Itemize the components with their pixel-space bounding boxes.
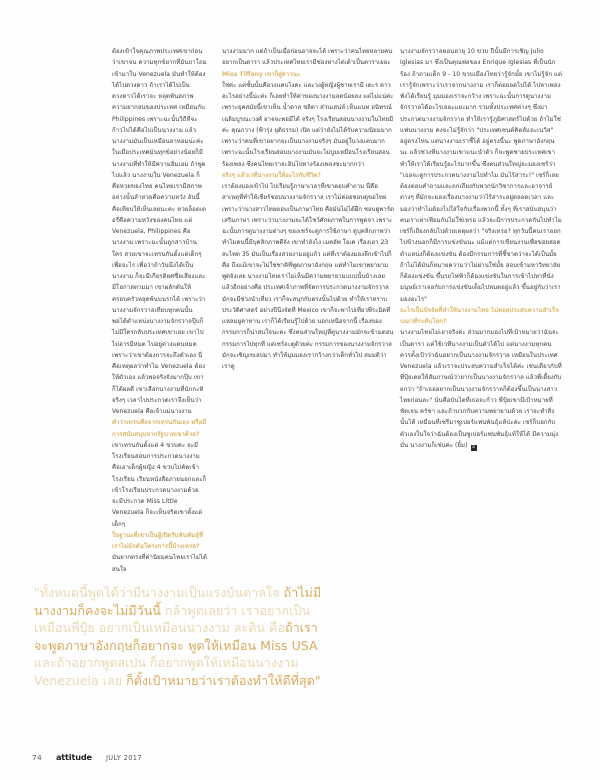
page-footer xyxy=(32,752,142,762)
page-number: 74 xyxy=(32,753,42,762)
pullquote-line-2-highlight: ถ้าไม่มีนางงามก็คงจะไม่มีวันนี้ xyxy=(34,585,322,618)
text-column-3 xyxy=(400,46,562,451)
column1-paragraph-2: เขาเทรนกันตั้งแต่ 4 ขวบค่ะ จะมีโรงเรียนสอนการประกวดนางงาม คือเอาเด็กผู้หญิง 4 ขวบไปคัดเข้าโรงเรียน เรียนหนังสือภายนอกและก็เข้าโรงเรียนประกวดนางงามด้วย จะมีประกวด Miss Little Venezuela ก็จะเห็นจริตเขาตั้งแต่เด็กๆ xyxy=(112,441,207,528)
column3-paragraph-2 xyxy=(400,327,562,451)
pullquote-line-3: เราอยากเป็นเหมือนพี่ปุ้ย อยากเป็นเหมือนนางงาม xyxy=(34,602,311,636)
column2-question-heading-1: Miss Tiffany เขาก็สู่ดาวนะ xyxy=(222,70,300,78)
column3-paragraph-2-text: นางงามไทยไม่เอาจริงค่ะ ส่วนมากมองไปที่เป้าหมายว่าฉันจะเป็นดารา แค่ใช้เวทีนางงามเป็นตัวได้ไป แต่นางงามทุกคนควรตั้งเป้าว่าฉันอยากเป็นนางงามจักรวาล เหมือนในประเทศ Venezuela แล้วเราจะประสบความสำเร็จได้ค่ะ เช่นเดียวกับที่พี่ปุ้ยเคยให้สัมภาษณ์ว่ายากเป็นนางงามจักรวาล แล้วพี่เตี้ยงกับยกว่า "ถ้าเธออยากเป็นนางงามจักรวาลก็ต้องขึ้นเป็นนางสาวไทยก่อนละ" นั่นคือบันไดที่เธอจะก้าว พี่ปุ้ยเขามีเป้าหมายที่ชัดเจน ครัชา และถ้าบวกกับความพยายามด้วย เราจะทำสิ่งนั้นได้ เหมือนที่เชรีมาซูเปอร์แฟนพันธุ์แท้ปะค่ะ เชร์ก็บอกกับตัวเองในใจว่าฉันต้องเป็นซูเปอร์แฟนพันธุ์แท้ให้ได้ มีความมุ่งมั่น นางงามก็เช่นค่ะ (ยิ้ม) xyxy=(400,329,562,449)
pullquote-line-2-rest: กล้าพูดเลยว่า xyxy=(160,602,238,618)
issue-date: JULY 2017 xyxy=(105,754,142,762)
column2-question-heading-2: จริงๆ แล้วเวทีนางงามให้อะไรกับชีวิต? xyxy=(222,171,321,179)
pullquote-line-5-rest: และถ้าอยากพูดสเปน xyxy=(34,655,147,671)
pullquote-line-4-pre: ละติน คือ xyxy=(233,620,286,636)
column1-question-heading-1: คำว่าเทรนคือจากเทรนกันเอง หรือมีการสนับสนุนจากรัฐบาลเขาด้วย? xyxy=(112,419,207,438)
column1-paragraph-1: ต้องเข้าใจคุณภาพประเทศเขาก่อนว่าเขาจน ความทุกข์ยากที่มันถาโถมเข้ามาใน Venezuela มันทำให้ต้องได้ไปดวงดาว ถ้าเราได้ไปเป็นดวงดาวได้เราจะ หลุดพ้นสภาพความยากจนของประเทศ เหมือนกับ Philippines เพราะฉะนั้นวิธีที่จะก้าวไปได้คือไปเป็นนางงาม แล้วนางงามมันเป็นเหมือนยาหอมน่ะค่ะ ในเมื่อประเทศมันทุกข์อย่างน้อยก็มีนางงามที่ทำให้มีความอิ่มเอม ถ้าพูดไปแล้ว นางงามใน Venezuela ก็คือหวยของไทย คนไทยเรามีสภาพอย่างนั้นลำหวยคือความหวัง อันนี้คือเทียบให้เห็นเลยนะคะ หวยล็อตเตอรี่คือความหวังของคนไทย แต่ Venezuela, Philippines คือนางงาม เพราะฉะนั้นลูกสาวบ้านใคร สวยเขาจะเทรนกันตั้งแต่เด็กๆ เพื่อจะไร เพื่อว่าถ้าวันนึงได้เป็นนางงาม ก็จะมีเกียรติยศชื่อเสียงและมีโอกาสตามมา เขาผลักดันให้ครอบครัวหลุดพ้นบนรกได้ เพราะว่านางงามจักรวาลเทียบทุกคนนั้น พอได้ตำแหน่งนางงามจักรวาลปุ๊บก็ไม่มีใครกลับประเทศเขาเลย เขาไปไม่อารมีหมด ไปอยู่ต่างแดนหมด เพราะว่าเขาต้องการจะถึงตัวเอง นี่คือเหตุผลว่าทำไม Venezuela ต้องให้ตัวเอง แล้วพอจริงจังมากปุ๊บ เขาก็ได้ผลดี เขาเลือกนางงามที่นักกะทิจริงๆ เวลาไปประกวดเราจึงเห็นว่า Venezuela คือเจ้าแม่นางงาม xyxy=(112,48,207,415)
column3-paragraph-1: นางงามจักรวาลตอนอายุ 10 ขวบ ปีนั้นมีการเชิญ Julio Iglesias มา ซึ่งเป็นคุณพ่อของ Enrique Iglesias ที่เป็นนักร้อง ถ้าถามเด็ก 9 - 10 ขวบเมืองไทยว่ารู้จักมั้ย เขาไม่รู้จัก แต่เรารู้จักเพราะว่าเราจากนางงาม เราก็ต่อยอดไปได้ ไปหาเพลงฟังได้เรียนรู้ มุมมองเราจะกว้าง เพราะฉะนั้นการดูนางงามจักรวาลได้อะไรเยอะแยะมาก รวมทั้งประเทศต่างๆ ซึ่งมาประกวดนางงามจักรวาล ทำให้เรารู้ภูมิศาสตร์ไปด้วย ถ้าไม่ใช่แฟนนางงาม คงจะไม่รู้จักว่า "ประเทศเซนต์คิตส์และเนวิส" อยู่ตรงไหน แต่นางงามเราชี้ได้ อยู่ตรงนี้นะ พูดภาษาอังกฤษนะ แล้วช่วงที่นางงามเขาแนะนำตัว ก็จะพูดชายประเทศเขาทำให้เราได้เรียนรู้อะไรมากขึ้น ซึ่งคนส่วนใหญ่จะมองเชร์ว่า "เธอจะดูการประกวดนางงามไปทำไม มันไร้สาระ!" เชร์ก็เลยต้องตอบคำถามและถกเถียงกับพวกนักวิชาการและอาจารย์ต่างๆ ที่มักจะมองเรื่องนางงามว่าไร้สาระอยู่ตลอดเวลา และมองว่าทำไมต้องไปใส่ใจกับเรื่องพวกนี้ ทั้งๆ ที่เราสนับสนุนว่าคนเราเท่าเทียมกันไม่ใช่เหรอ แล้วจะมีการประกวดกันไปทำไม เชร์ก็เถียงกลับไปด้วยเหตุผลว่า "จริงเหรอ? ทุกวันนี้คนเราออกไปข้างนอกก็มีการแข่งขันนะ แม้แต่การเขียนงานเพื่อขอยสอดตำแหน่งก็ต้องแข่งขัน ต้องมีกรรมการที่ชี้ขาดว่าจะได้เป็นมั้ย ถ้าไม่ได้มันก็หมายความว่าไม่ผ่านใช่มั้ย สอบเข้ามหาวิทยาลัยก็ต้องแข่งขัน ขึ้นรถไฟฟ้าก็ต้องแข่งขันในการเข้าไปหาที่นั่ง มนุษย์เราเจอกับการแข่งขันเต็มไปหมดอยู่แล้ว ขึ้นอยู่กับว่าเรามองอะไร" xyxy=(400,48,562,303)
text-column-2-upper xyxy=(222,46,394,372)
magazine-brand: attitude xyxy=(55,752,92,762)
pullquote-line-1: "ทั้งหมดนี้พูดได้ว่ามีนางงามเป็นแรงบันดาลใจ xyxy=(34,585,280,600)
end-of-article-icon: a xyxy=(472,444,475,450)
column2-paragraph-1: นางงามมาก แต่ถ้าเป็นเมื่อก่อนอาจจะได้ เพราะว่าคนไทยหลายคนอยากเป็นดารา แล้วประเทศไทยเรามีช่องทางไต่เต้าเป็นดาราเยอะ xyxy=(222,48,393,67)
pullquote-line-4-highlight: ถ้าเราจะพูดภาษาอังกฤษก็อยากจะ xyxy=(34,620,318,653)
column3-question-heading-1: อะไรเป็นปัจจัยที่ทำให้นางงามไทย ไม่ค่อยประสบความสำเร็จบนเวทีระดับโลก? xyxy=(400,306,559,325)
pullquote-line-7-highlight: ก็ตั้งเป้าหมายว่าเราต้องทำให้ดีที่สุด" xyxy=(126,672,321,688)
pullquote-line-5-highlight: พูดให้เหมือน Miss USA xyxy=(188,637,318,653)
text-column-1 xyxy=(112,46,207,575)
pullquote-line-6: ก็อยากพูดให้เหมือนนางงาม Venezuela เลย xyxy=(34,655,299,688)
column1-question-heading-2: ในฐานะที่เขาเป็นผู้เปิดรับฟันพันธุ์ที่เราไม่มักดันโครงการนี้บ้างเหรอ? xyxy=(112,531,204,550)
column2-paragraph-3: เราต้องมองเข้าไป ไปเรียนรู้ภาษาเวลาที่เขาตอบคำถาม นี่คือสาเหตุที่ทำให้เชียร์ชอบนางงามจักรวาล เราไม่ค่อยชอบดูขอไทยเพราะว่านางสาวไทยตอบเป็นภาษาไทย คือมันไม่ได้ฝึก ชอบดูพาร์ตเสริมภาษา เพราะว่านางงามจะได้โชว์ศักยภาพในการพูดจา เพราะฉะนั้นการดูนางงามต่างๆ ของเชร์จะดูการใช้ภาษา ดูบุคลิกภาพว่าทำไมคนนี้มีบุคลิกภาพดีจัง เขาทำยังไง เมคอัพ โยเค เรื่องเฮา 23 สะไทด 35 มันเป็นเรื่องสวยงามอยู่แก้ว แต่ที่เราต้องมองลึกเข้าไปก็คือ ถึงแม้เขาจะไม่ใช่ชาติที่พูดภาษาอังกฤษ แต่ทำไมเขาพยายามพูดจังเลย นางงามไทยเราไม่เห็นมีความพยายามแบบนั้นบ้างเลย แล้วอีกอย่างคือ ประเทศเจ้าภาพที่จัดการประกวดนางงามจักรวาลมักจะมีช่วงนำเที่ยว เราก็จะสนุกกับตรงนั้นไปด้วย ทำให้เราทราบประวัติศาสตร์ อย่างปีนึงจัดที่ Mexico เขาก็จะพาไปเที่ยวพีระมิดที่แหลมยูคาทาน เราก็ได้เรียนรู้ไปด้วย นอกเหนือจากนี้ เรื่องของกรรมการก็น่าสนใจนะคะ ซึ่งคนส่วนใหญ่ที่ดูนางงามมักจะข้ามตอนกรรมการไปทุกที แต่เชร์จะดูด้วยค่ะ กรรมการของนางงามจักรวาลมักจะเชิญเขเลปมา ทำให้มุมมองเรากว้างกว่าเด็กทั่วไป สมมติว่าเราดู xyxy=(222,183,394,370)
column2-paragraph-2: ใช่ค่ะ แต่ชั้นนั้นคือวงแคบไงคะ และวงผู้หญิงผู้ชายเรามี เดะร ดาว อะไรอย่างนี้น่ะค่ะ ก็เลยทำให้ค่าของนางงามลดน้อยลง แต่ไม่แน่ค่ะ เพราะยุคสมัยนี้เขาเห็น น้ำตาล ชลิตา ส่วนเสน่ห์ เห็นแนท อนิพรณ์ เฉลิมบูรณะวงศ์ อาจจะพอมีได้ จริงๆ โรงเรียนสอนนางงามในไทยมีค่ะ คุณกวาง (ฟ้ารุ่ง ยุติธรรม) เปิด แต่ว่ายังไม่ได้รับความนิยมมาก เพราะว่าคนที่เขาอยากจะเป็นนางงามจริงๆ มันอยู่ในวงแคบมาก เพราะฉะนั้นโรงเรียนสอนนางงามมันจะไม่บูมเหมือนโรงเรียนสอนร้องเพลง ซึ่งคนไทยเราจะอินไปทางร้องเพลงซะมากกว่า xyxy=(222,81,394,168)
pull-quote xyxy=(34,584,326,690)
column1-paragraph-3: มันยากตรงที่ค่านิยมคนไทยเราไม่ได้สนใจ xyxy=(112,554,207,573)
